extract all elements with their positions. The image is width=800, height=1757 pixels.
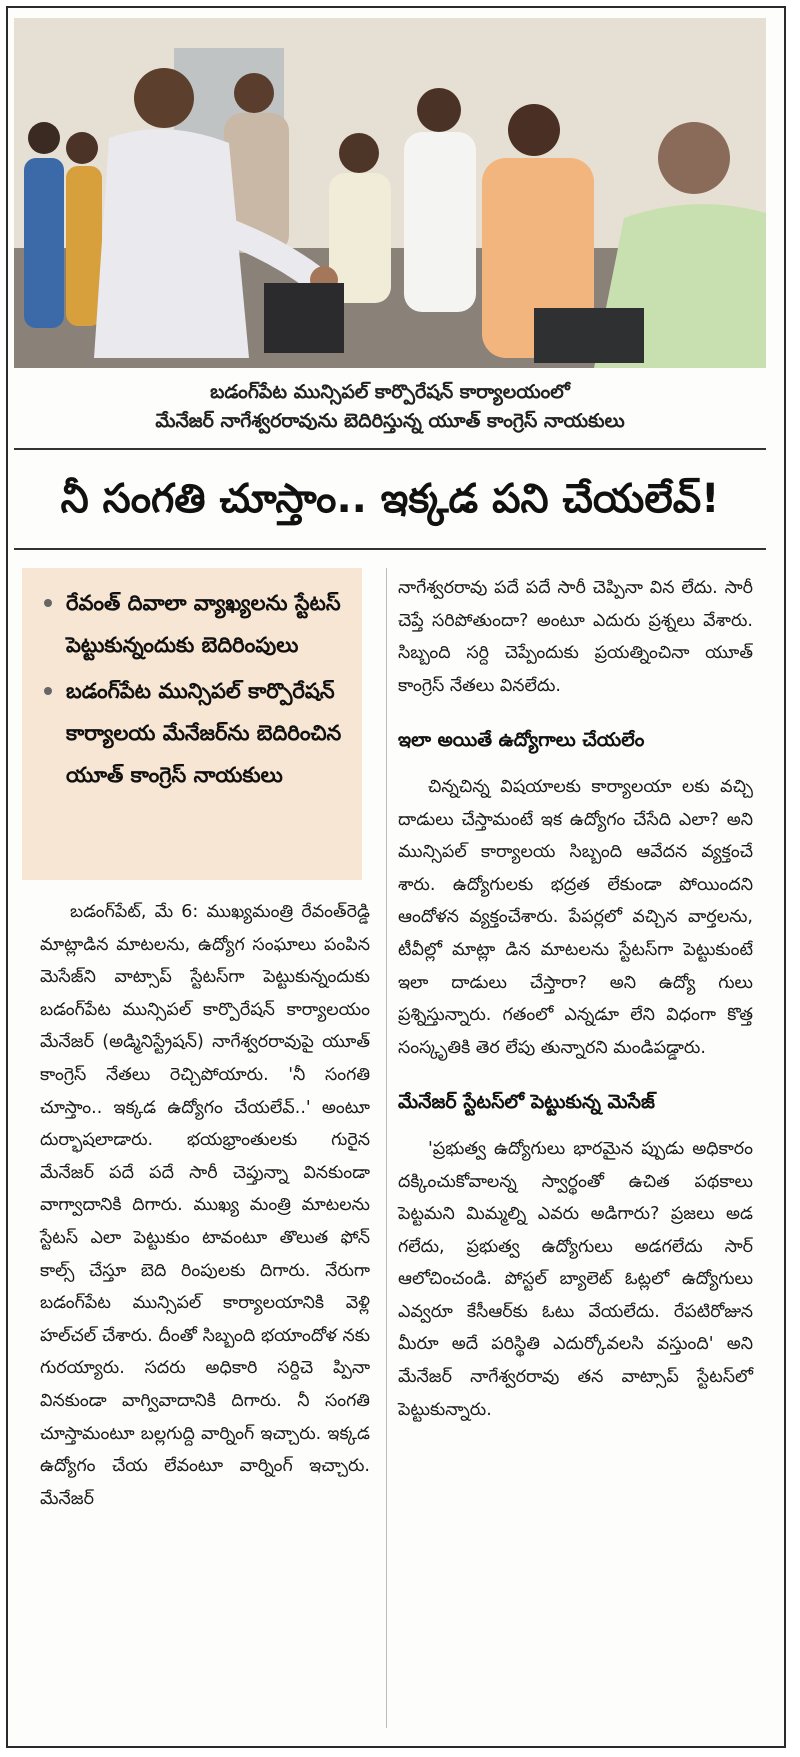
column-divider [386, 568, 387, 1728]
article-column-left [40, 896, 370, 1515]
subheading: మేనేజర్ స్టేటస్‌లో పెట్టుకున్న మెసేజ్ [398, 1091, 655, 1114]
caption-line-1: బడంగ్‌పేట మున్సిపల్ కార్పొరేషన్ కార్యాలయంలో [210, 381, 570, 403]
article-paragraph: నాగేశ్వరరావు పదే పదే సారీ చెప్పినా విన లేదు. సారీ చెప్తే సరిపోతుందా? అంటూ ఎదురు ప్రశ్నలు వేశారు. సిబ్బంది సర్ది చెప్పేందుకు ప్రయత్నించినా యూత్ కాంగ్రెస్ నేతలు వినలేదు. [398, 578, 753, 696]
highlight-item [44, 670, 348, 796]
caption-line-2: మేనేజర్ నాగేశ్వరరావును బెదిరిస్తున్న యూత్ కాంగ్రెస్ నాయకులు [155, 410, 625, 432]
headline-bottom-rule [14, 548, 766, 550]
news-photo [14, 18, 766, 368]
headline-top-rule [14, 448, 766, 450]
bullet-icon [44, 599, 52, 607]
photo-caption [60, 378, 720, 436]
headline: నీ సంగతి చూస్తాం.. ఇక్కడ పని చేయలేవ్! [60, 476, 720, 522]
highlight-text: బడంగ్‌పేట మున్సిపల్ కార్పొరేషన్ కార్యాలయ మేనేజర్‌ను బెదిరించిన యూత్ కాంగ్రెస్ నాయకులు [66, 679, 342, 787]
article-paragraph: 'ప్రభుత్వ ఉద్యోగులు భారమైన ప్పుడు అధికారం దక్కించుకోవాలన్న స్వార్థంతో ఉచిత పథకాలు పెట్టమని మిమ్మల్ని ఎవరు అడిగారు? ప్రజలు అడ గలేదు, ప్రభుత్వ ఉద్యోగులు అడగలేదు సార్ ఆలోచించండి. పోస్టల్ బ్యాలెట్ ఓట్లలో ఉద్యోగులు ఎవ్వరూ కేసీఆర్‌కు ఓటు వేయలేదు. రేపటిరోజున మీరూ అదే పరిస్థితి ఎదుర్కోవలసి వస్తుంది' అని మేనేజర్ నాగేశ్వరరావు తన వాట్సాప్ స్టేటస్‌లో పెట్టుకున్నారు. [398, 1138, 753, 1420]
subheading: ఇలా అయితే ఉద్యోగాలు చేయలేం [398, 729, 645, 752]
photo-illustration [14, 18, 766, 368]
bullet-icon [44, 687, 52, 695]
highlight-item [44, 582, 348, 666]
article-paragraph: బడంగ్‌పేట్, మే 6: ముఖ్యమంత్రి రేవంత్‌రెడ్డి మాట్లాడిన మాటలను, ఉద్యోగ సంఘాలు పంపిన మెసేజ్‌ని వాట్సాప్ స్టేటస్‌గా పెట్టుకున్నందుకు బడంగ్‌పేట మున్సిపల్ కార్పొరేషన్ కార్యాలయం మేనేజర్ (అడ్మినిస్ట్రేషన్) నాగేశ్వరరావుపై యూత్ కాంగ్రెస్ నేతలు రెచ్చిపోయారు. 'నీ సంగతి చూస్తాం.. ఇక్కడ ఉద్యోగం చేయలేవ్..' అంటూ దుర్భాషలాడారు. భయభ్రాంతులకు గురైన మేనేజర్ పదే పదే సారీ చెప్తున్నా వినకుండా వాగ్వాదానికి దిగారు. ముఖ్య మంత్రి మాటలను స్టేటస్ ఎలా పెట్టుకుం టావంటూ తొలుత ఫోన్ కాల్స్ చేస్తూ బెది రింపులకు దిగారు. నేరుగా బడంగ్‌పేట మున్సిపల్ కార్యాలయానికి వెళ్లి హల్‌చల్ చేశారు. దీంతో సిబ్బంది భయాందోళ నకు గురయ్యారు. సదరు అధికారి సర్దిచె ప్పినా వినకుండా వాగ్వివాదానికి దిగారు. నీ సంగతి చూస్తామంటూ బల్లగుద్ది వార్నింగ్ ఇచ్చారు. ఇక్కడ ఉద్యోగం చేయ లేవంటూ వార్నింగ్ ఇచ్చారు. మేనేజర్ [40, 902, 370, 1509]
highlight-text: రేవంత్ దివాలా వ్యాఖ్యలను స్టేటస్ పెట్టుకున్నందుకు బెదిరింపులు [66, 591, 341, 657]
article-column-right [398, 572, 753, 1426]
article-paragraph: చిన్నచిన్న విషయాలకు కార్యాలయా లకు వచ్చి దాడులు చేస్తామంటే ఇక ఉద్యోగం చేసేది ఎలా? అని మున్సిపల్ కార్యాలయ సిబ్బంది ఆవేదన వ్యక్తంచే శారు. ఉద్యోగులకు భద్రత లేకుండా పోయిందని ఆందోళన వ్యక్తంచేశారు. పేపర్లలో వచ్చిన వార్తలను, టీవీల్లో మాట్లా డిన మాటలను స్టేటస్‌గా పెట్టుకుంటే ఇలా దాడులు చేస్తారా? అని ఉద్యో గులు ప్రశ్నిస్తున్నారు. గతంలో ఎన్నడూ లేని విధంగా కొత్త సంస్కృతికి తెర లేపు తున్నారని మండిపడ్డారు. [398, 776, 753, 1058]
highlights-box [22, 568, 362, 880]
